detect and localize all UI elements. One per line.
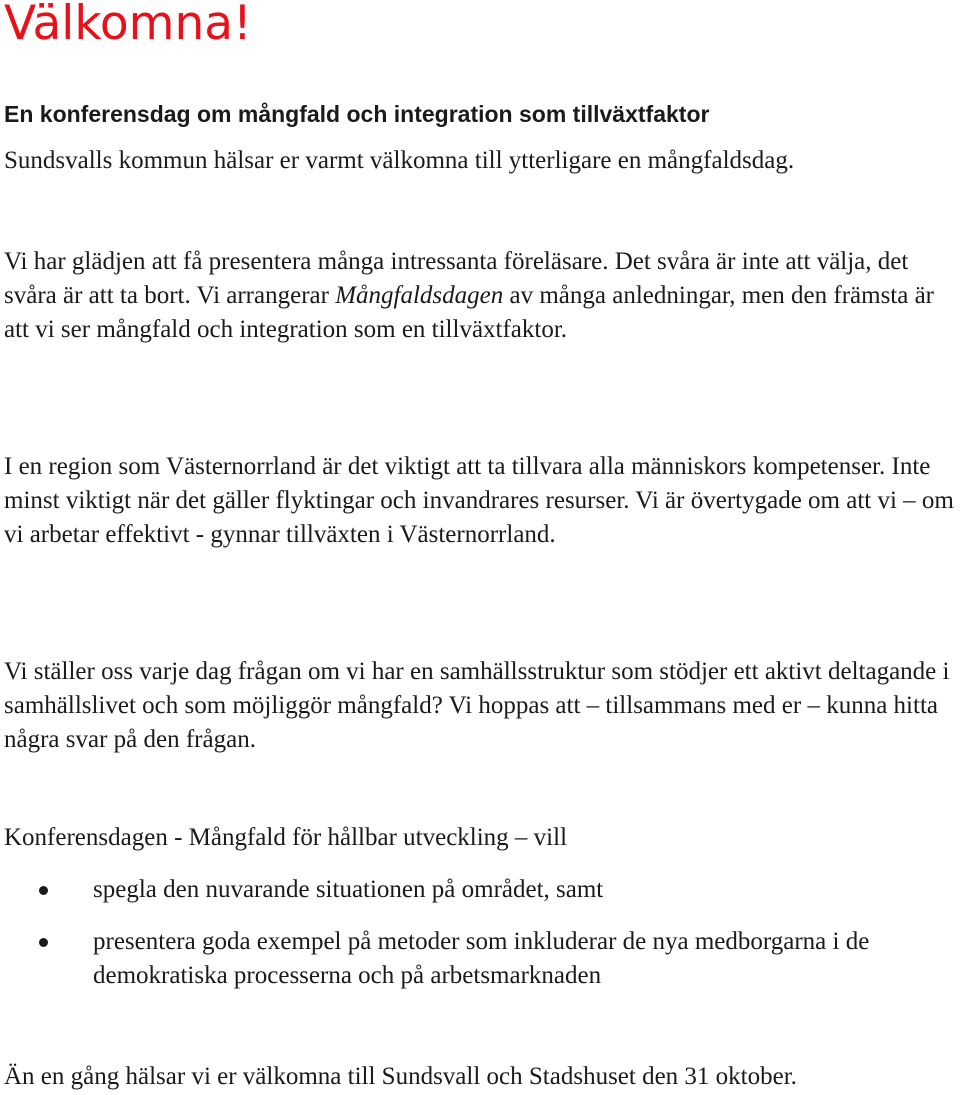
bullet-icon: [39, 886, 48, 895]
page-subtitle: En konferensdag om mångfald och integration som tillväxtfaktor: [4, 101, 710, 127]
intro-paragraph: [4, 245, 960, 347]
intro-text-end: av många anledningar, men den främsta är att vi ser mångfald och integration som en tillväxtfaktor.: [4, 282, 935, 343]
greeting-paragraph: Sundsvalls kommun hälsar er varmt välkomna till ytterligare en mångfaldsdag.: [4, 147, 795, 174]
region-paragraph: I en region som Västernorrland är det viktigt att ta tillvara alla människors kompetenser. Inte minst viktigt när det gäller flyktingar och invandrares resurser. Vi är övertygade om att vi – om vi arbetar effektivt - gynnar tillväxten i Västernorrland.: [4, 453, 954, 548]
intro-text-start: Vi har glädjen att få presentera många intressanta föreläsare. Det svåra är inte att välja, det svåra är att ta bort. Vi arrangerar: [4, 248, 909, 309]
list-item-text: spegla den nuvarande situationen på området, samt: [93, 876, 604, 903]
list-item-text: presentera goda exempel på metoder som inkluderar de nya medborgarna i de demokratiska processerna och på arbetsmarknaden: [93, 928, 870, 989]
event-name-italic: Mångfaldsdagen: [335, 282, 504, 309]
question-paragraph: Vi ställer oss varje dag frågan om vi har en samhällsstruktur som stödjer ett aktivt deltagande i samhällslivet och som möjliggör mångfald? Vi hoppas att – tillsammans med er – kunna hitta några svar på den frågan.: [4, 658, 950, 753]
closing-paragraph: Än en gång hälsar vi er välkomna till Sundsvall och Stadshuset den 31 oktober.: [4, 1063, 797, 1090]
bullet-icon: [39, 938, 48, 947]
goals-list: [0, 873, 960, 1011]
page-title: Välkomna!: [4, 0, 252, 51]
list-item: [0, 873, 960, 907]
list-intro: Konferensdagen - Mångfald för hållbar utveckling – vill: [4, 824, 568, 851]
list-item: [0, 925, 960, 993]
